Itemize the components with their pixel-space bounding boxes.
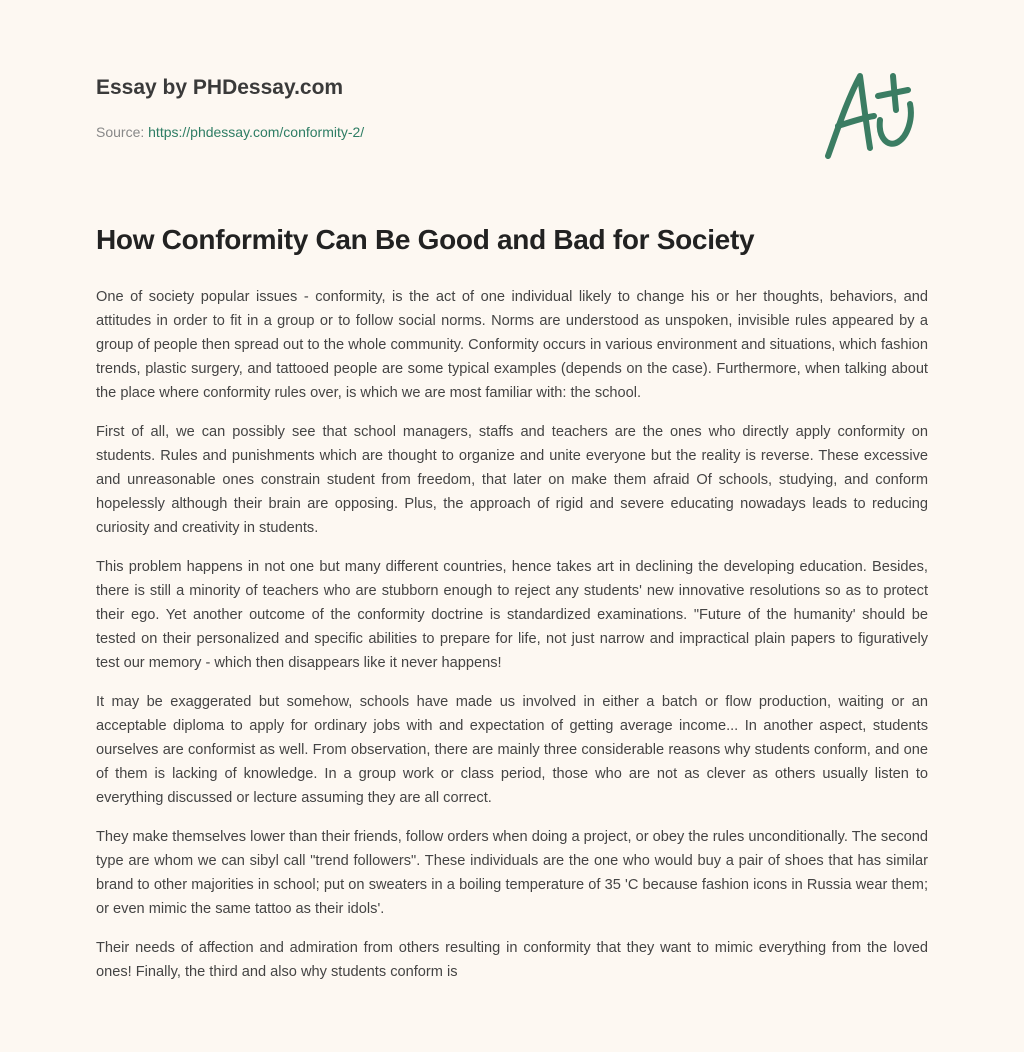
essay-paragraph: One of society popular issues - conformity, is the act of one individual likely to change his or her thoughts, behaviors, and attitudes in order to fit in a group or to follow social norms. Norms are understood as unspoken, invisible rules appeared by a group of people then spread out to the whole community. Conformity occurs in various environment and situations, which fashion trends, plastic surgery, and tattooed people are some typical examples (depends on the case). Furthermore, when talking about the place where conformity rules over, is which we are most familiar with: the school.	[96, 289, 928, 401]
essay-paragraph: First of all, we can possibly see that school managers, staffs and teachers are the ones who directly apply conformity on students. Rules and punishments which are thought to organize and unite everyone but the reality is reverse. These excessive and unreasonable ones constrain student from freedom, that later on make them afraid Of schools, studying, and conform hopelessly although their brain are opposing. Plus, the approach of rigid and severe educating nowadays leads to reducing curiosity and creativity in students.	[96, 424, 928, 536]
source-line	[96, 124, 364, 140]
essay-body	[96, 285, 928, 999]
a-plus-logo-icon	[818, 68, 928, 164]
essay-paragraph: They make themselves lower than their friends, follow orders when doing a project, or obey the rules unconditionally. The second type are whom we can sibyl call "trend followers". These individuals are the one who would buy a pair of shoes that has similar brand to other majorities in school; put on sweaters in a boiling temperature of 35 'C because fashion icons in Russia wear them; or even mimic the same tattoo as their idols'.	[96, 829, 928, 917]
essay-paragraph: This problem happens in not one but many different countries, hence takes art in declining the developing education. Besides, there is still a minority of teachers who are stubborn enough to reject any students' new innovative resolutions so as to protect their ego. Yet another outcome of the conformity doctrine is standardized examinations. "Future of the humanity' should be tested on their personalized and specific abilities to prepare for life, not just narrow and impractical plain papers to figuratively test our memory - which then disappears like it never happens!	[96, 559, 928, 671]
site-title: Essay by PHDessay.com	[96, 76, 344, 99]
source-link[interactable]: https://phdessay.com/conformity-2/	[148, 124, 365, 140]
essay-paragraph: Their needs of affection and admiration from others resulting in conformity that they want to mimic everything from the loved ones! Finally, the third and also why students conform is	[96, 940, 928, 980]
essay-paragraph: It may be exaggerated but somehow, schools have made us involved in either a batch or flow production, waiting or an acceptable diploma to apply for ordinary jobs with and expectation of getting average income... In another aspect, students ourselves are conformist as well. From observation, there are mainly three considerable reasons why students conform, and one of them is lacking of knowledge. In a group work or class period, those who are not as clever as others usually listen to everything discussed or lecture assuming they are all correct.	[96, 694, 928, 806]
essay-title: How Conformity Can Be Good and Bad for Society	[96, 224, 755, 255]
source-label: Source:	[96, 124, 145, 140]
